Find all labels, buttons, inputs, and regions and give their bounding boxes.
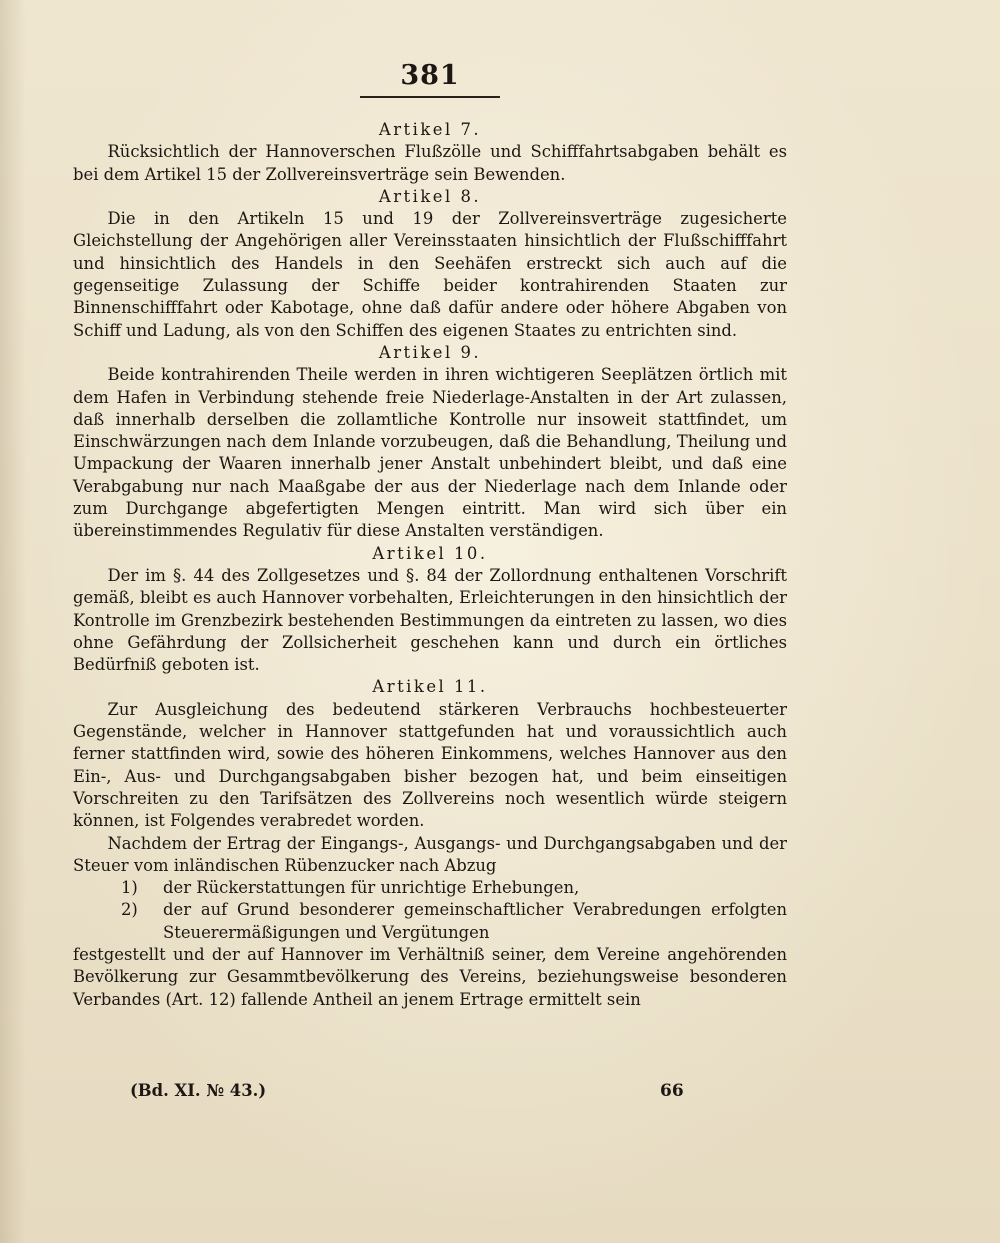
article-heading: Artikel 9. bbox=[378, 342, 482, 362]
list-item bbox=[121, 899, 787, 944]
list-item-text: der auf Grund besonderer gemeinschaftlicher Verabredungen erfolgten Steuerermäßigungen und Vergütungen bbox=[163, 900, 787, 942]
article-paragraph: Zur Ausgleichung des bedeutend stärkeren Verbrauchs hochbesteuerter Gegenstände, welcher in Hannover stattgefunden hat und voraussichtlich auch ferner stattfinden wird, sowie des höheren Einkommens, welches Hannover aus den Ein-, Aus- und Durchgangsabgaben bisher bezogen hat, und beim einseitigen Vorschreiten zu den Tarifsätzen des Zollvereins noch wesentlich würde steigern können, ist Folgendes verabredet worden. bbox=[73, 699, 787, 831]
article-paragraph: Die in den Artikeln 15 und 19 der Zollvereinsverträge zugesicherte Gleichstellung der Angehörigen aller Vereinsstaaten hinsichtlich der Flußschifffahrt und hinsichtlich des Handels in den Seehäfen erstreckt sich auch auf die gegenseitige Zulassung der Schiffe beider kontrahirenden Staaten zur Binnenschifffahrt oder Kabotage, ohne daß dafür andere oder höhere Abgaben von Schiff und Ladung, als von den Schiffen des eigenen Staates zu entrichten sind. bbox=[73, 209, 787, 340]
article-heading: Artikel 7. bbox=[378, 120, 482, 139]
article-heading: Artikel 8. bbox=[378, 186, 482, 206]
list-item-number: 2) bbox=[121, 900, 138, 920]
article-10 bbox=[73, 543, 787, 677]
article-continuation: festgestellt und der auf Hannover im Verhältniß seiner, dem Vereine angehörenden Bevölkerung zur Gesammtbevölkerung des Vereins, beziehungsweise besonderen Verbandes (Art. 12) fallende Antheil an jenem Ertrage ermittelt sein bbox=[73, 944, 787, 1009]
page-number: 381 bbox=[400, 60, 460, 91]
article-paragraph: Der im §. 44 des Zollgesetzes und §. 84 der Zollordnung enthaltenen Vorschrift gemäß, bleibt es auch Hannover vorbehalten, Erleichterungen in den hinsichtlich der Kontrolle im Grenzbezirk bestehenden Bestimmungen da eintreten zu lassen, wo dies ohne Gefährdung der Zollsicherheit geschehen kann und durch ein örtliches Bedürfniß geboten ist. bbox=[73, 565, 787, 675]
list-item bbox=[121, 877, 787, 899]
header-rule bbox=[360, 96, 500, 98]
list-item-number: 1) bbox=[121, 878, 138, 898]
footer-sheet-number: 66 bbox=[660, 1081, 684, 1101]
list-item-text: der Rückerstattungen für unrichtige Erhebungen, bbox=[163, 878, 580, 898]
article-paragraph: Beide kontrahirenden Theile werden in ihren wichtigeren Seeplätzen örtlich mit dem Hafen in Verbindung stehende freie Niederlage-Anstalten in der Art zulassen, daß innerhalb derselben die zollamtliche Kontrolle nur insoweit stattfindet, um Einschwärzungen nach dem Inlande vorzubeugen, daß die Behandlung, Theilung und Umpackung der Waaren innerhalb jener Anstalt unbehindert bleibt, und daß eine Verabgabung nur nach Maaßgabe der aus der Niederlage nach dem Inlande oder zum Durchgange abgefertigten Mengen eintritt. Man wird sich über ein übereinstimmendes Regulativ für diese Anstalten verständigen. bbox=[73, 365, 787, 541]
footer-volume-reference: (Bd. XI. № 43.) bbox=[130, 1081, 267, 1100]
article-8 bbox=[73, 186, 787, 342]
article-paragraph: Rücksichtlich der Hannoverschen Flußzölle und Schifffahrtsabgaben behält es bei dem Artikel 15 der Zollvereinsverträge sein Bewenden. bbox=[73, 142, 787, 184]
article-11 bbox=[73, 676, 787, 1010]
article-paragraph: Nachdem der Ertrag der Eingangs-, Ausgangs- und Durchgangsabgaben und der Steuer vom inländischen Rübenzucker nach Abzug bbox=[73, 833, 787, 875]
article-heading: Artikel 11. bbox=[372, 677, 488, 697]
article-9 bbox=[73, 342, 787, 543]
deduction-list bbox=[73, 877, 787, 944]
article-7 bbox=[73, 119, 787, 186]
page-body bbox=[73, 119, 787, 1011]
article-heading: Artikel 10. bbox=[372, 543, 488, 563]
